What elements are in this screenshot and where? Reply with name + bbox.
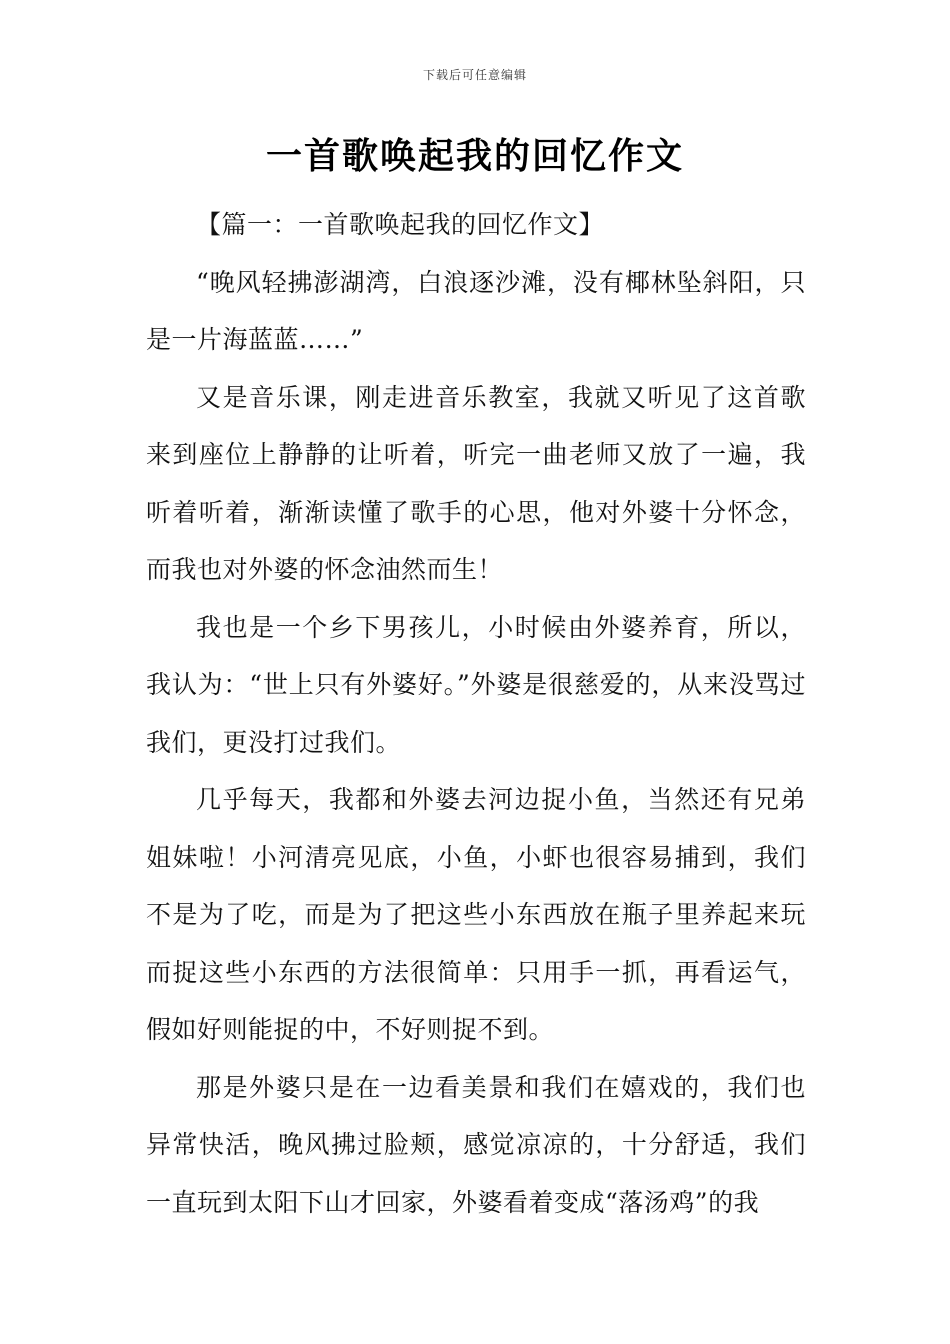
section-heading: 【篇一：一首歌唤起我的回忆作文】	[196, 210, 605, 239]
paragraph-1: “晚风轻拂澎湖湾，白浪逐沙滩，没有椰林坠斜阳，只是一片海蓝蓝……”	[146, 267, 806, 354]
document-title: 一首歌唤起我的回忆作文	[265, 136, 684, 177]
paragraph-4: 几乎每天，我都和外婆去河边捉小鱼，当然还有兄弟姐妹啦！小河清亮见底，小鱼，小虾也很容易捕到，我们不是为了吃，而是为了把这些小东西放在瓶子里养起来玩而捉这些小东西的方法很简单：只用手一抓，再看运气，假如好则能捉的中，不好则捉不到。	[146, 785, 806, 1044]
paragraph-3: 我也是一个乡下男孩儿，小时候由外婆养育，所以，我认为：“世上只有外婆好。”外婆是很慈爱的，从来没骂过我们，更没打过我们。	[146, 612, 806, 757]
header-note: 下载后可任意编辑	[422, 68, 527, 82]
paragraph-5: 那是外婆只是在一边看美景和我们在嬉戏的，我们也异常快活，晚风拂过脸颊，感觉凉凉的，十分舒适，我们一直玩到太阳下山才回家，外婆看着变成“落汤鸡”的我	[146, 1072, 806, 1217]
document-body	[146, 196, 806, 1231]
paragraph-2: 又是音乐课，刚走进音乐教室，我就又听见了这首歌来到座位上静静的让听着，听完一曲老师又放了一遍，我听着听着，渐渐读懂了歌手的心思，他对外婆十分怀念，而我也对外婆的怀念油然而生！	[146, 382, 806, 584]
